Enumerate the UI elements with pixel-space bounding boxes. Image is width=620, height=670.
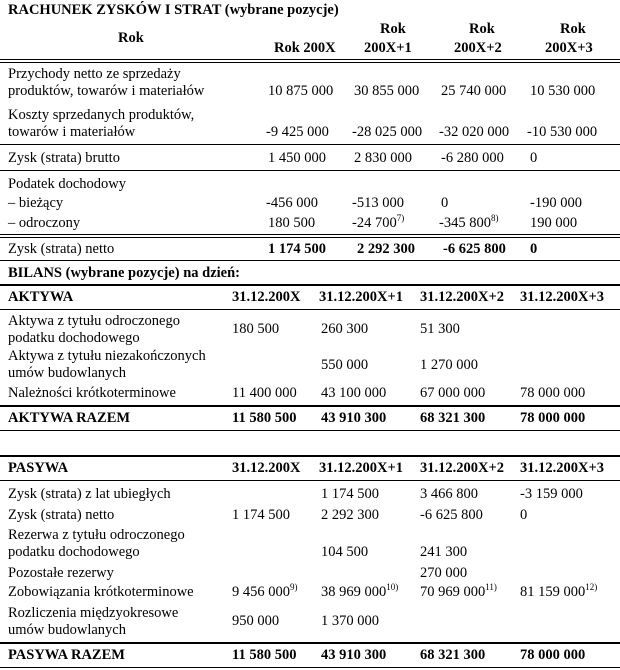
divider (0, 284, 620, 286)
net-profit-value: 0 (520, 507, 528, 523)
tax-current-value: 0 (441, 195, 449, 211)
revenue-label-line2: produktów, towarów i materiałów (8, 83, 205, 99)
tax-label: Podatek dochodowy (8, 176, 126, 192)
date-col-1: 31.12.200X (232, 289, 301, 305)
receivables-value: 43 100 000 (321, 385, 387, 401)
date-col-4: 31.12.200X+3 (520, 460, 604, 476)
income-col-2-header-line2: 200X+1 (364, 40, 412, 56)
contracts-asset-label-line2: umów budowlanych (8, 365, 126, 381)
balance-title: BILANS (wybrane pozycje) na dzień: (8, 265, 240, 281)
date-col-3: 31.12.200X+2 (420, 289, 504, 305)
costs-value: -32 020 000 (439, 124, 510, 140)
footnote-mark: 8) (490, 213, 499, 223)
contracts-asset-value: 550 000 (321, 357, 369, 373)
tax-current-value: -456 000 (266, 195, 318, 211)
contracts-asset-value: 1 270 000 (420, 357, 478, 373)
footnote-mark: 9) (290, 582, 298, 592)
date-col-2: 31.12.200X+1 (319, 460, 403, 476)
date-col-2: 31.12.200X+1 (319, 289, 403, 305)
net-profit-label: Zysk (strata) netto (8, 507, 115, 523)
income-col-4-header-line1: Rok (560, 21, 586, 37)
assets-header: AKTYWA (8, 289, 74, 305)
prior-profit-label: Zysk (strata) z lat ubiegłych (8, 486, 171, 502)
revenue-value: 10 875 000 (268, 83, 334, 99)
receivables-value: 67 000 000 (420, 385, 486, 401)
deferred-tax-asset-label-line1: Aktywa z tytułu odroczonego (8, 313, 180, 329)
deferred-tax-asset-label-line2: podatku dochodowego (8, 330, 140, 346)
tax-current-value: -513 000 (352, 195, 404, 211)
gross-label: Zysk (strata) brutto (8, 150, 120, 166)
tax-reserve-value: 104 500 (321, 544, 369, 560)
footnote-mark: 7) (396, 213, 405, 223)
tax-deferred-value: 180 500 (268, 215, 316, 231)
tax-deferred-label: – odroczony (8, 215, 81, 231)
divider (0, 455, 620, 457)
accruals-value: 1 370 000 (321, 613, 379, 629)
tax-deferred-value: -24 700$^{7)}$ (352, 213, 405, 231)
accruals-label-line1: Rozliczenia międzyokresowe (8, 605, 179, 621)
date-col-3: 31.12.200X+2 (420, 460, 504, 476)
divider (0, 59, 620, 63)
short-term-liabilities-value: 9 456 000$^{9)}$ (232, 582, 298, 600)
receivables-value: 78 000 000 (520, 385, 586, 401)
prior-profit-value: -3 159 000 (520, 486, 583, 502)
net-profit-value: -6 625 800 (420, 507, 483, 523)
short-term-liabilities-value: 81 159 000$^{12)}$ (520, 582, 598, 600)
liabilities-total-label: PASYWA RAZEM (8, 647, 125, 663)
net-value: 2 292 300 (357, 241, 415, 257)
deferred-tax-asset-value: 180 500 (232, 321, 280, 337)
income-col-3-header-line1: Rok (469, 21, 495, 37)
assets-total-value: 43 910 300 (321, 410, 387, 426)
short-term-liabilities-value: 70 969 000$^{11)}$ (420, 582, 497, 600)
footnote-mark: 11) (485, 582, 497, 592)
assets-total-value: 68 321 300 (420, 410, 486, 426)
divider (0, 234, 620, 238)
deferred-tax-asset-value: 260 300 (321, 321, 369, 337)
revenue-label-line1: Przychody netto ze sprzedaży (8, 66, 181, 82)
liabilities-total-value: 68 321 300 (420, 647, 486, 663)
divider (0, 170, 620, 171)
net-value: 1 174 500 (268, 241, 326, 257)
net-label: Zysk (strata) netto (8, 241, 115, 257)
footnote-mark: 12) (585, 582, 598, 592)
prior-profit-value: 1 174 500 (321, 486, 379, 502)
net-profit-value: 2 292 300 (321, 507, 379, 523)
net-profit-value: 1 174 500 (232, 507, 290, 523)
liabilities-total-value: 43 910 300 (321, 647, 387, 663)
deferred-tax-asset-value: 51 300 (420, 321, 460, 337)
date-col-1: 31.12.200X (232, 460, 301, 476)
tax-reserve-value: 241 300 (420, 544, 468, 560)
liabilities-header: PASYWA (8, 460, 69, 476)
contracts-asset-label-line1: Aktywa z tytułu niezakończonych (8, 348, 206, 364)
assets-total-value: 11 580 500 (232, 410, 297, 426)
tax-current-label: – bieżący (8, 195, 64, 211)
income-col-3-header-line2: 200X+2 (454, 40, 502, 56)
short-term-liabilities-label: Zobowiązania krótkoterminowe (8, 584, 194, 600)
tax-reserve-label-line2: podatku dochodowego (8, 544, 140, 560)
tax-current-value: -190 000 (530, 195, 582, 211)
costs-value: -9 425 000 (266, 124, 329, 140)
costs-label-line2: towarów i materiałów (8, 124, 136, 140)
gross-value: -6 280 000 (441, 150, 504, 166)
tax-deferred-value: 190 000 (530, 215, 578, 231)
net-value: -6 625 800 (443, 241, 506, 257)
liabilities-total-value: 78 000 000 (520, 647, 586, 663)
income-col-4-header-line2: 200X+3 (545, 40, 593, 56)
divider (0, 309, 620, 310)
tax-reserve-label-line1: Rezerwa z tytułu odroczonego (8, 527, 185, 543)
accruals-label-line2: umów budowlanych (8, 622, 126, 638)
divider (0, 642, 620, 644)
date-col-4: 31.12.200X+3 (520, 289, 604, 305)
income-title: RACHUNEK ZYSKÓW I STRAT (wybrane pozycje) (8, 2, 339, 18)
divider (0, 405, 620, 407)
gross-value: 2 830 000 (354, 150, 412, 166)
prior-profit-value: 3 466 800 (420, 486, 478, 502)
assets-total-value: 78 000 000 (520, 410, 586, 426)
short-term-liabilities-value: 38 969 000$^{10)}$ (321, 582, 399, 600)
divider (0, 260, 620, 261)
tax-deferred-value: -345 800$^{8)}$ (439, 213, 499, 231)
other-reserves-value: 270 000 (420, 565, 468, 581)
receivables-value: 11 400 000 (232, 385, 297, 401)
footnote-mark: 10) (386, 582, 399, 592)
assets-total-label: AKTYWA RAZEM (8, 410, 131, 426)
income-header-label: Rok (118, 30, 144, 46)
divider (0, 144, 620, 145)
revenue-value: 30 855 000 (354, 83, 420, 99)
liabilities-total-value: 11 580 500 (232, 647, 297, 663)
revenue-value: 10 530 000 (530, 83, 596, 99)
costs-label-line1: Koszty sprzedanych produktów, (8, 107, 195, 123)
divider (0, 667, 620, 668)
costs-value: -28 025 000 (352, 124, 423, 140)
receivables-label: Należności krótkoterminowe (8, 385, 176, 401)
gross-value: 1 450 000 (268, 150, 326, 166)
revenue-value: 25 740 000 (441, 83, 507, 99)
costs-value: -10 530 000 (527, 124, 598, 140)
gross-value: 0 (530, 150, 538, 166)
net-value: 0 (530, 241, 538, 257)
divider (0, 430, 620, 431)
accruals-value: 950 000 (232, 613, 280, 629)
other-reserves-label: Pozostałe rezerwy (8, 565, 114, 581)
income-col-2-header-line1: Rok (380, 21, 406, 37)
divider (0, 480, 620, 481)
income-col-1-header: Rok 200X (274, 40, 336, 56)
